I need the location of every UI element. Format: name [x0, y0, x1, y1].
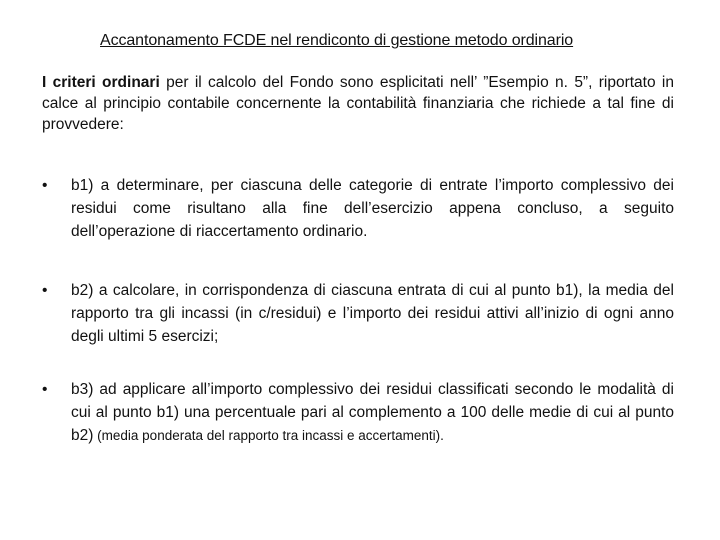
bullet-text-b1: b1) a determinare, per ciascuna delle categorie di entrate l’importo complessivo dei residui come risultano alla fine dell’esercizio appena concluso, a seguito dell’operazione di riaccertamento ordinario. [71, 177, 674, 240]
intro-text: per il calcolo del Fondo sono esplicitati nell’ ”Esempio n. 5”, riportato in calce al principio contabile concernente la contabilità finanziaria che richiede a tal fine di provvedere: [42, 74, 674, 133]
bullet-text-b3-main: b3) ad applicare all’importo complessivo dei residui classificati secondo le modalità di cui al punto b1) una percentuale pari al complemento a 100 delle medie di cui al punto b2) [71, 381, 674, 444]
bullet-marker: • [42, 177, 48, 194]
slide-title: Accantonamento FCDE nel rendiconto di gestione metodo ordinario [100, 32, 574, 49]
bullet-text-b2: b2) a calcolare, in corrispondenza di ciascuna entrata di cui al punto b1), la media del rapporto tra gli incassi (in c/residui) e l’importo dei residui attivi all’inizio di ogni anno degli ultimi 5 esercizi; [71, 282, 674, 345]
bullet-item-b2 [42, 279, 674, 348]
bullet-item-b3 [42, 378, 674, 447]
bullet-marker: • [42, 381, 48, 398]
bullet-text-b3-note: (media ponderata del rapporto tra incassi e accertamenti). [93, 428, 444, 443]
bullet-item-b1 [42, 174, 674, 243]
intro-paragraph [42, 72, 674, 135]
bullet-marker: • [42, 282, 48, 299]
bullet-text-b3 [71, 378, 674, 447]
intro-bold-text: I criteri ordinari [42, 74, 160, 91]
